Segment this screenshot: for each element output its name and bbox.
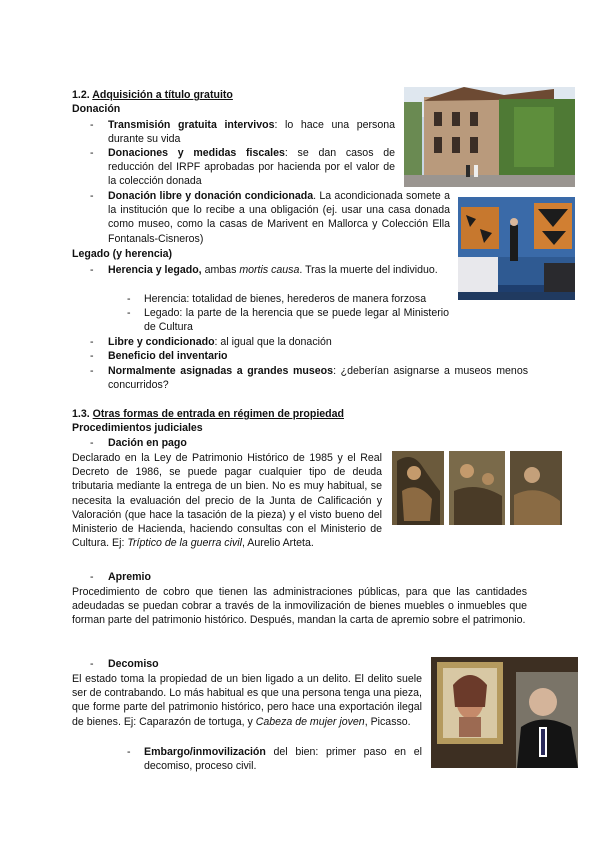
section-number: 1.2.: [72, 89, 90, 101]
subheading-decomiso: Decomiso: [108, 658, 159, 670]
bullet-dash: -: [90, 365, 94, 377]
sub-list-item: Herencia: totalidad de bienes, herederos de manera forzosa: [144, 293, 427, 305]
paragraph-decomiso: El estado toma la propiedad de un bien ligado a un delito. El delito suele ser de contrabando. Lo más habitual es que una persona tenga una pieza, que forme parte del patrimonio histórico, pero hace una exportación ilegal de bienes. Ej: Caparazón de tortuga, y Cabeza de mujer joven, Picasso.: [72, 673, 422, 728]
bullet-dash: -: [127, 293, 131, 305]
list-item: Beneficio del inventario: [108, 350, 228, 362]
paragraph-apremio: Procedimiento de cobro que tienen las administraciones públicas, para que las cantidades adeudadas se puedan cobrar a través de la inmovilización de bienes muebles o inmuebles que forman parte del patrimonio histórico. Después, mandan la carta de apremio sobre el patrimonio.: [72, 586, 527, 627]
subheading-apremio: Apremio: [108, 571, 151, 583]
list-item: Donaciones y medidas fiscales: se dan casos de reducción del IRPF aprobadas por hacienda por el valor de la colección donada: [108, 147, 395, 188]
subheading-donacion: Donación: [72, 103, 121, 115]
bullet-dash: -: [127, 746, 131, 758]
section-title: Otras formas de entrada en régimen de propiedad: [92, 408, 344, 420]
bullet-dash: -: [90, 336, 94, 348]
list-item: Libre y condicionado: al igual que la donación: [108, 336, 332, 348]
paragraph-dacion: Declarado en la Ley de Patrimonio Histórico de 1985 y el Real Decreto de 1986, se puede pagar cualquier tipo de deuda tributaria mediante la entrega de un bien. No es muy habitual, se necesita la evaluación del precio de la Junta de Calificación y Valoración (que hace la tasación de la pieza) y el visto bueno del Ministerio de Hacienda, haciendo consultas con el Ministerio de Cultura. Ej: Tríptico de la guerra civil, Aurelio Arteta.: [72, 452, 382, 550]
list-item: Donación libre y donación condicionada. La acondicionada somete a la institución que lo recibe a una obligación (ej. usar una casa donada como museo, como la casas de Marivent en Mallorca y Colección Ella Fontanals-Cisneros): [108, 190, 450, 245]
photo-marivent-building: [404, 87, 575, 187]
photo-cabeza-mujer-joven: [431, 657, 578, 768]
bullet-dash: -: [90, 350, 94, 362]
section-title: Adquisición a título gratuito: [92, 89, 233, 101]
section-heading-1-2: [72, 88, 233, 102]
bullet-dash: -: [90, 571, 94, 583]
bullet-dash: -: [90, 147, 94, 159]
sub-list-item: Embargo/inmovilización del bien: primer paso en el decomiso, proceso civil.: [144, 746, 422, 773]
bullet-dash: -: [127, 307, 131, 319]
list-item: Transmisión gratuita intervivos: lo hace una persona durante su vida: [108, 119, 395, 146]
section-heading-1-3: [72, 407, 344, 421]
bullet-dash: -: [90, 119, 94, 131]
photo-triptico-guerra-civil: [392, 451, 562, 525]
bullet-dash: -: [90, 437, 94, 449]
bullet-dash: -: [90, 190, 94, 202]
list-item: Normalmente asignadas a grandes museos: ¿deberían asignarse a museos menos concurridos?: [108, 365, 529, 392]
photo-fontanals-collection-room: [458, 197, 575, 300]
bullet-dash: -: [90, 658, 94, 670]
subheading-dacion: Dación en pago: [108, 437, 187, 449]
sub-list-item: Legado: la parte de la herencia que se puede legar al Ministerio de Cultura: [144, 307, 449, 334]
subheading-legado: Legado (y herencia): [72, 248, 173, 260]
list-item: Herencia y legado, ambas mortis causa. Tras la muerte del individuo.: [108, 264, 438, 276]
bullet-dash: -: [90, 264, 94, 276]
subheading-procedimientos: Procedimientos judiciales: [72, 422, 203, 434]
section-number: 1.3.: [72, 408, 90, 420]
